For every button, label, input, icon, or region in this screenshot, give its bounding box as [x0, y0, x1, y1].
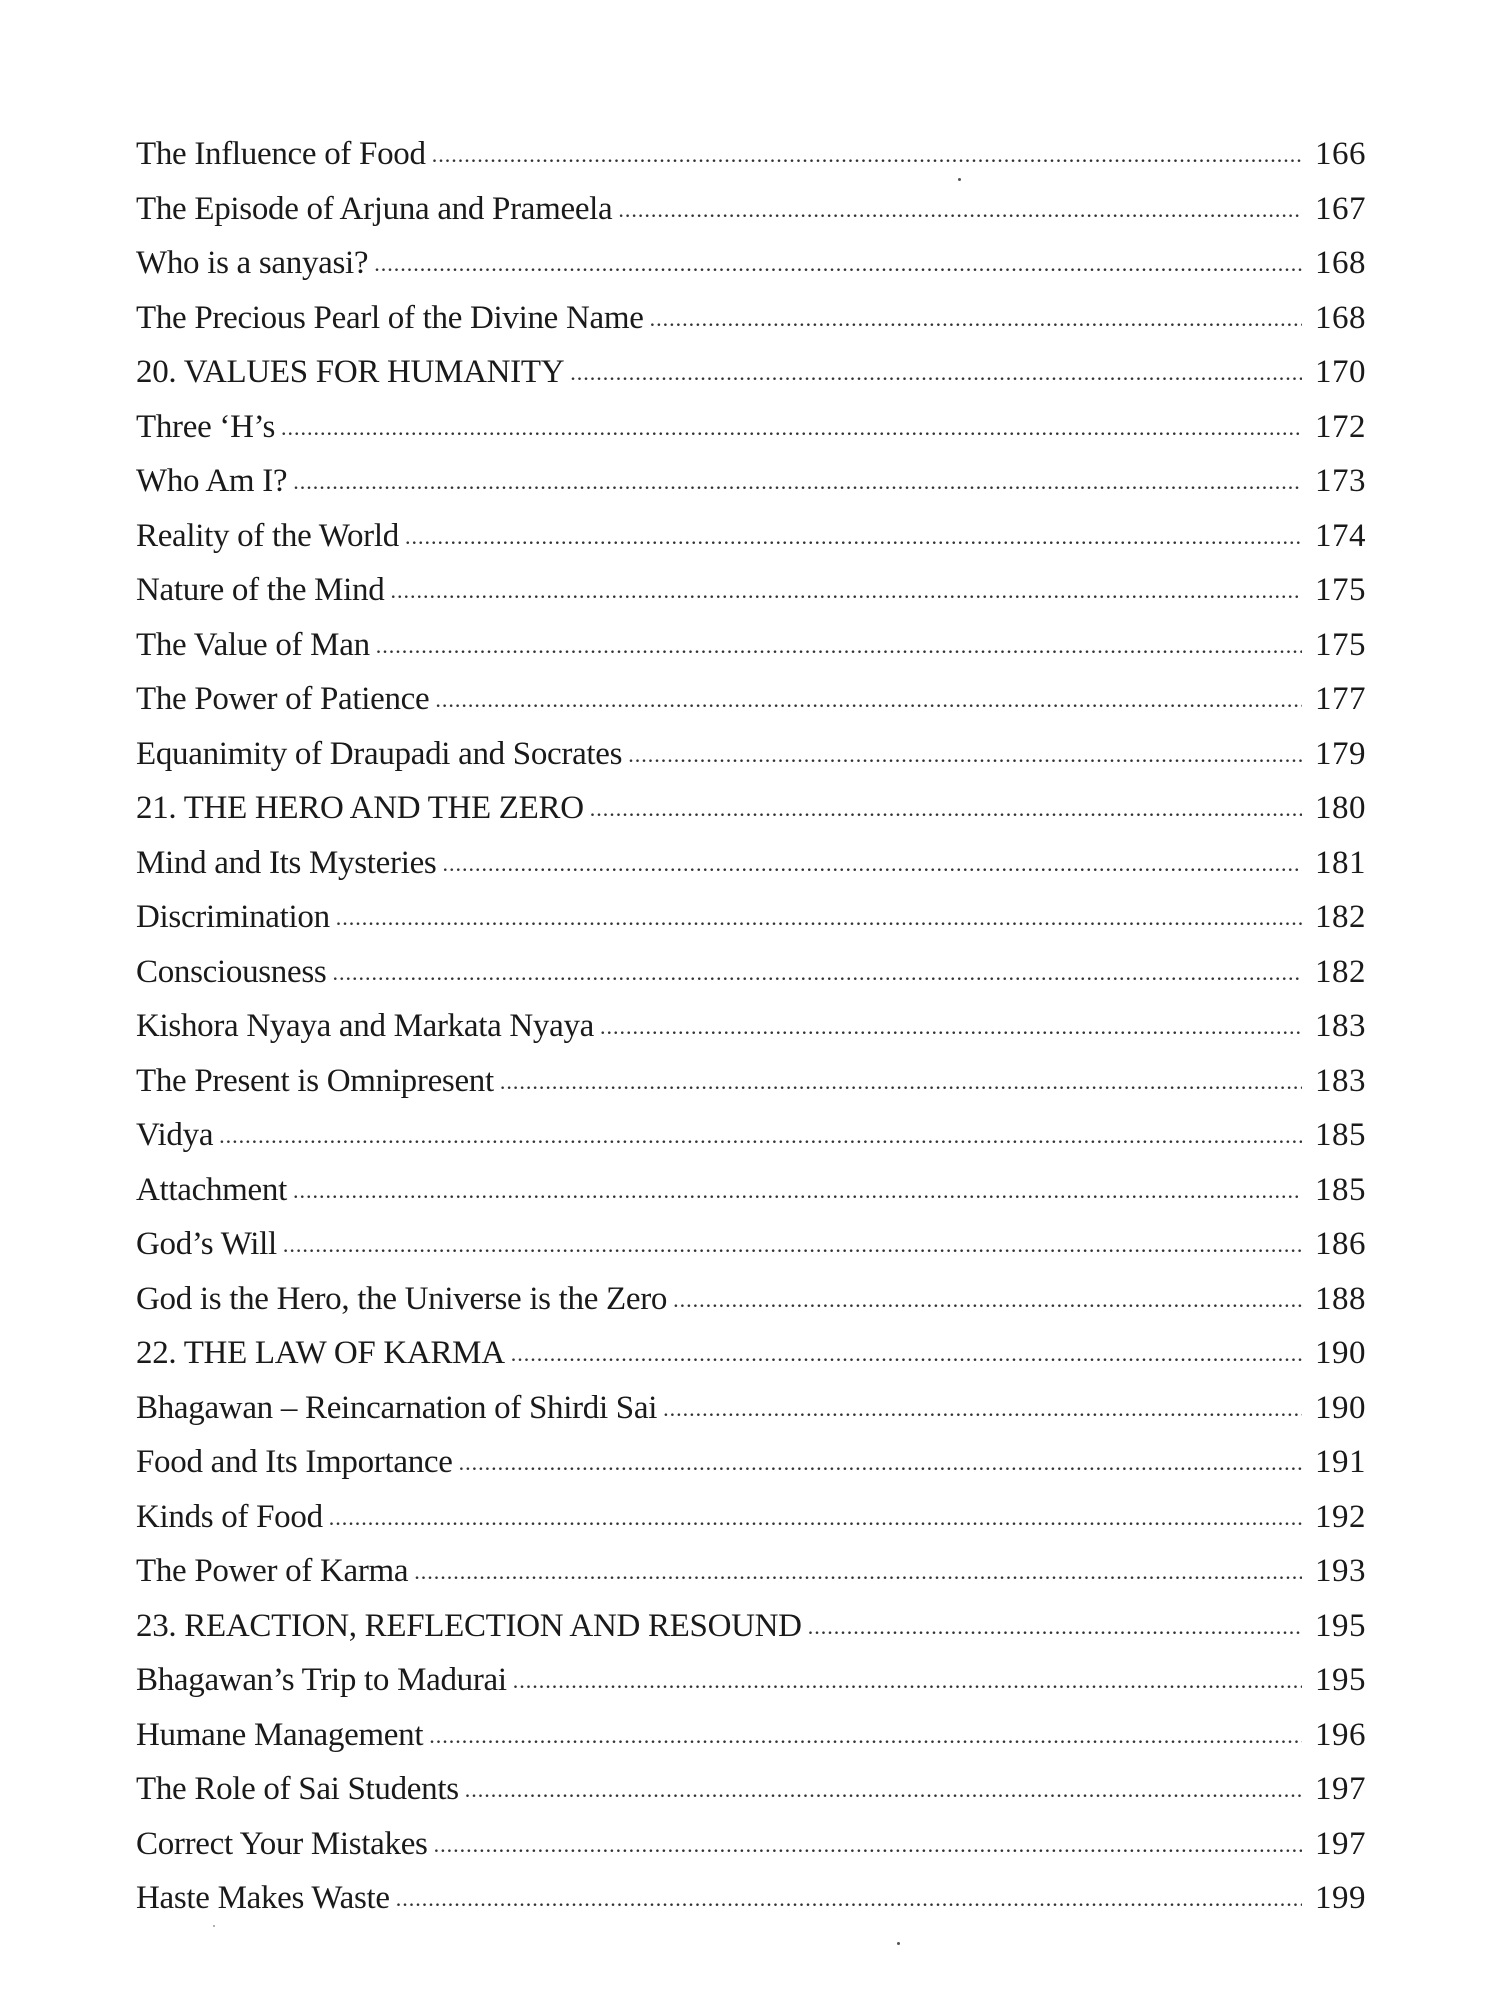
dot-leader	[590, 798, 1302, 820]
dot-leader	[281, 417, 1302, 439]
toc-entry-page: 192	[1315, 1498, 1366, 1535]
dot-leader	[435, 689, 1302, 711]
toc-chapter-entry	[136, 1599, 1366, 1654]
toc-entry-page: 172	[1315, 408, 1366, 445]
dot-leader	[459, 1452, 1302, 1474]
toc-entry-title: Attachment	[136, 1171, 287, 1208]
toc-entry-page: 185	[1315, 1171, 1366, 1208]
toc-entry-page: 191	[1315, 1444, 1366, 1480]
dot-leader	[511, 1343, 1302, 1365]
toc-entry	[136, 1871, 1366, 1926]
toc-entry-title: The Present is Omnipresent	[136, 1062, 494, 1099]
toc-entry	[136, 1762, 1366, 1817]
toc-entry-page: 183	[1315, 1008, 1366, 1044]
toc-entry-title: The Episode of Arjuna and Prameela	[136, 190, 613, 227]
toc-entry-title: Who is a sanyasi?	[136, 245, 369, 281]
toc-entry-page: 173	[1315, 463, 1366, 499]
toc-entry-page: 181	[1315, 844, 1366, 881]
toc-entry-title: The Precious Pearl of the Divine Name	[136, 299, 644, 336]
toc-entry-title: Vidya	[136, 1117, 214, 1153]
toc-entry	[136, 1272, 1366, 1327]
toc-chapter-title: 20. VALUES FOR HUMANITY	[136, 354, 565, 390]
toc-entry	[136, 563, 1366, 618]
toc-entry-page: 167	[1315, 190, 1366, 227]
toc-entry-page: 197	[1315, 1771, 1366, 1807]
toc-entry-page: 195	[1315, 1607, 1366, 1644]
toc-entry-title: The Role of Sai Students	[136, 1771, 459, 1807]
toc-entry	[136, 1653, 1366, 1708]
scan-speck	[958, 178, 961, 181]
dot-leader	[374, 253, 1302, 275]
dot-leader	[332, 962, 1302, 984]
toc-chapter-title: 22. THE LAW OF KARMA	[136, 1335, 505, 1371]
dot-leader	[336, 907, 1302, 929]
toc-entry-title: God’s Will	[136, 1226, 277, 1262]
toc-entry-title: The Value of Man	[136, 626, 370, 663]
dot-leader	[283, 1234, 1302, 1256]
toc-entry	[136, 890, 1366, 945]
toc-entry	[136, 182, 1366, 237]
toc-entry	[136, 672, 1366, 727]
table-of-contents	[136, 127, 1366, 1926]
scan-speck	[897, 1942, 900, 1945]
toc-entry-title: The Power of Patience	[136, 681, 430, 717]
toc-entry-page: 168	[1315, 299, 1366, 336]
toc-entry-page: 193	[1315, 1553, 1366, 1589]
toc-entry	[136, 1708, 1366, 1763]
toc-entry-page: 197	[1315, 1825, 1366, 1862]
toc-entry-page: 185	[1315, 1117, 1366, 1153]
scan-speck	[213, 1925, 215, 1927]
toc-entry-page: 182	[1315, 953, 1366, 990]
toc-entry-page: 183	[1315, 1062, 1366, 1099]
toc-entry	[136, 945, 1366, 1000]
toc-entry	[136, 1544, 1366, 1599]
toc-entry-page: 182	[1315, 899, 1366, 935]
toc-entry	[136, 1817, 1366, 1872]
toc-entry	[136, 400, 1366, 455]
dot-leader	[390, 580, 1302, 602]
toc-entry-page: 195	[1315, 1662, 1366, 1698]
toc-entry-page: 186	[1315, 1226, 1366, 1262]
toc-entry-title: Discrimination	[136, 899, 330, 935]
toc-entry-page: 188	[1315, 1280, 1366, 1317]
toc-entry-page: 179	[1315, 735, 1366, 772]
toc-entry-page: 190	[1315, 1335, 1366, 1371]
toc-entry	[136, 836, 1366, 891]
toc-entry	[136, 127, 1366, 182]
dot-leader	[650, 308, 1302, 330]
toc-entry-title: Humane Management	[136, 1716, 424, 1753]
toc-entry-title: The Influence of Food	[136, 136, 426, 172]
toc-entry-page: 170	[1315, 354, 1366, 390]
dot-leader	[432, 144, 1302, 166]
toc-entry-title: Bhagawan – Reincarnation of Shirdi Sai	[136, 1389, 658, 1426]
toc-entry-page: 175	[1315, 626, 1366, 663]
dot-leader	[513, 1670, 1302, 1692]
toc-entry-title: Correct Your Mistakes	[136, 1825, 428, 1862]
dot-leader	[673, 1289, 1302, 1311]
dot-leader	[434, 1834, 1302, 1856]
toc-entry-page: 180	[1315, 790, 1366, 826]
toc-entry-page: 174	[1315, 517, 1366, 554]
toc-entry	[136, 618, 1366, 673]
toc-entry	[136, 999, 1366, 1054]
toc-entry-page: 199	[1315, 1880, 1366, 1916]
toc-entry	[136, 291, 1366, 346]
toc-entry-title: God is the Hero, the Universe is the Zero	[136, 1280, 668, 1317]
dot-leader	[414, 1561, 1302, 1583]
toc-entry-title: Haste Makes Waste	[136, 1880, 390, 1916]
toc-chapter-entry	[136, 781, 1366, 836]
toc-chapter-entry	[136, 345, 1366, 400]
toc-entry-page: 166	[1315, 136, 1366, 172]
dot-leader	[600, 1016, 1302, 1038]
dot-leader	[570, 362, 1302, 384]
toc-entry-title: Who Am I?	[136, 463, 288, 499]
toc-chapter-title: 23. REACTION, REFLECTION AND RESOUND	[136, 1607, 802, 1644]
toc-entry	[136, 1108, 1366, 1163]
dot-leader	[628, 744, 1302, 766]
dot-leader	[442, 853, 1302, 875]
dot-leader	[405, 526, 1302, 548]
toc-entry-title: Kinds of Food	[136, 1498, 323, 1535]
toc-entry-title: Food and Its Importance	[136, 1444, 453, 1480]
dot-leader	[219, 1125, 1302, 1147]
toc-entry	[136, 1435, 1366, 1490]
dot-leader	[663, 1398, 1302, 1420]
dot-leader	[293, 1180, 1302, 1202]
dot-leader	[808, 1616, 1302, 1638]
toc-entry	[136, 454, 1366, 509]
toc-entry-title: Nature of the Mind	[136, 572, 385, 608]
toc-entry-page: 175	[1315, 572, 1366, 608]
toc-entry-page: 196	[1315, 1716, 1366, 1753]
dot-leader	[376, 635, 1302, 657]
toc-entry-title: Reality of the World	[136, 517, 399, 554]
toc-entry-page: 177	[1315, 681, 1366, 717]
toc-entry-page: 168	[1315, 245, 1366, 281]
toc-entry-title: Consciousness	[136, 953, 327, 990]
toc-entry-title: Mind and Its Mysteries	[136, 844, 437, 881]
toc-entry-page: 190	[1315, 1389, 1366, 1426]
dot-leader	[500, 1071, 1302, 1093]
toc-entry-title: The Power of Karma	[136, 1553, 409, 1589]
toc-entry-title: Bhagawan’s Trip to Madurai	[136, 1662, 507, 1698]
dot-leader	[329, 1507, 1302, 1529]
toc-entry-title: Equanimity of Draupadi and Socrates	[136, 735, 623, 772]
dot-leader	[465, 1779, 1302, 1801]
dot-leader	[429, 1725, 1302, 1747]
dot-leader	[618, 199, 1302, 221]
toc-entry	[136, 727, 1366, 782]
toc-entry	[136, 1490, 1366, 1545]
toc-entry	[136, 1054, 1366, 1109]
toc-chapter-title: 21. THE HERO AND THE ZERO	[136, 790, 584, 826]
toc-entry	[136, 1163, 1366, 1218]
toc-entry	[136, 1381, 1366, 1436]
toc-entry	[136, 1217, 1366, 1272]
toc-entry	[136, 236, 1366, 291]
dot-leader	[396, 1888, 1302, 1910]
toc-entry	[136, 509, 1366, 564]
toc-entry-title: Kishora Nyaya and Markata Nyaya	[136, 1008, 595, 1044]
dot-leader	[293, 471, 1302, 493]
toc-chapter-entry	[136, 1326, 1366, 1381]
toc-entry-title: Three ‘H’s	[136, 408, 276, 445]
